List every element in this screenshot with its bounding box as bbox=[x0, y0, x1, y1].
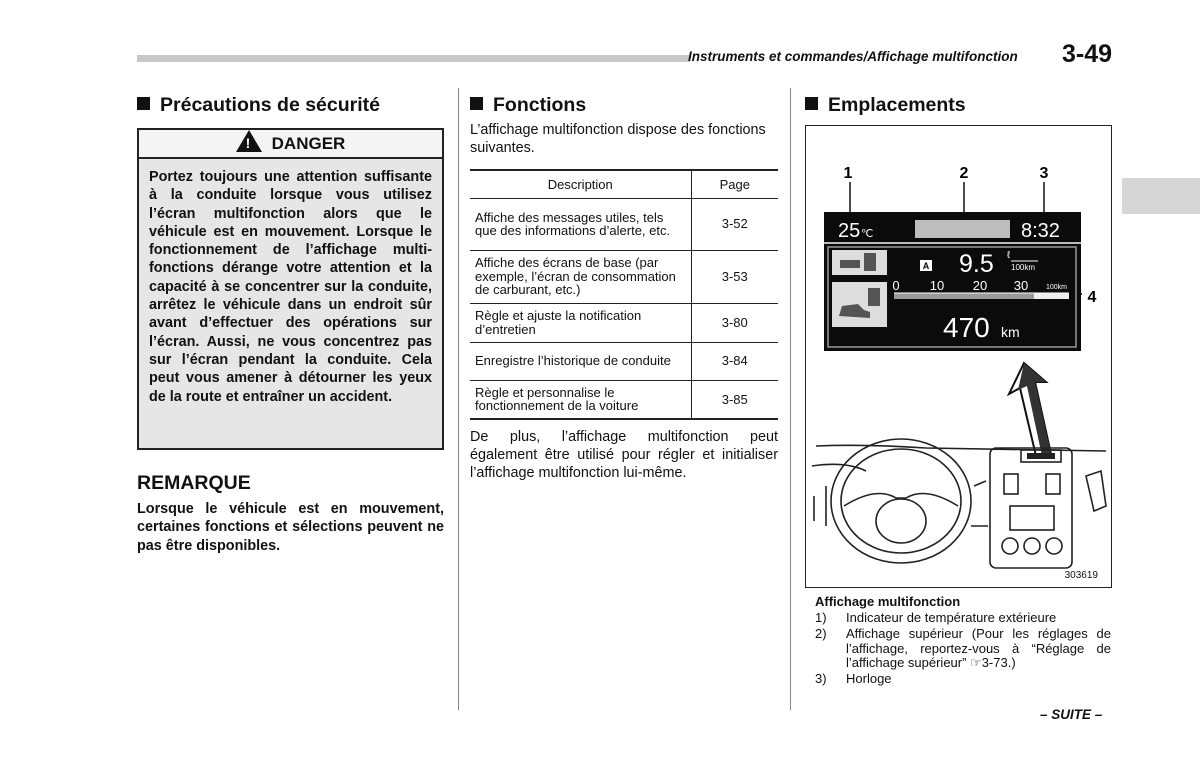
temperature-value: 25 bbox=[838, 220, 861, 242]
clock: 8:32 bbox=[1021, 220, 1060, 242]
section-title-text: Fonctions bbox=[493, 94, 587, 116]
square-bullet-icon bbox=[805, 97, 818, 110]
dashboard-diagram bbox=[806, 126, 1110, 586]
table-header-row bbox=[470, 170, 778, 198]
table-cell-page: 3-85 bbox=[691, 380, 778, 419]
section-title-safety bbox=[137, 94, 380, 117]
mode-badge-letter: A bbox=[922, 261, 930, 271]
section-title-functions bbox=[470, 94, 586, 117]
list-item-text: Affichage supérieur (Pour les réglages de l’affichage, reportez-vous à “Réglage de l’affichage supérieur” ☞3-73.) bbox=[846, 626, 1111, 670]
scale-label: 20 bbox=[972, 278, 988, 293]
callout-2: 2 bbox=[959, 165, 969, 182]
console-knob bbox=[1024, 538, 1040, 554]
table-row bbox=[470, 303, 778, 342]
console-screen bbox=[1010, 506, 1054, 530]
table-cell-description: Enregistre l’historique de conduite bbox=[470, 342, 691, 380]
page-number: 3-49 bbox=[1062, 40, 1113, 68]
continued-marker: – SUITE – bbox=[1040, 707, 1103, 722]
functions-table bbox=[470, 169, 778, 420]
table-cell-description: Règle et personnalise le fonctionnement de la voiture bbox=[470, 380, 691, 419]
callout-4: 4 bbox=[1087, 289, 1097, 306]
top-display-screen bbox=[1027, 453, 1055, 459]
list-item bbox=[815, 627, 1111, 670]
scale-label: 30 bbox=[1013, 278, 1029, 293]
square-bullet-icon bbox=[137, 97, 150, 110]
top-display-bar bbox=[915, 220, 1010, 238]
remark-text: Lorsque le véhicule est en mouvement, certaines fonctions et sélections peuvent ne pas être disponibles. bbox=[137, 501, 444, 554]
fuel-icon-shape bbox=[840, 260, 860, 268]
left-vent bbox=[814, 486, 826, 526]
table-cell-page: 3-52 bbox=[691, 198, 778, 250]
list-item-number: 1) bbox=[815, 610, 827, 625]
remark-title: REMARQUE bbox=[137, 472, 251, 494]
danger-text: Portez toujours une attention suffisante à la conduite lorsque vous utilisez l’écran multifonction alors que le véhicule est en mouvement. Lorsque le fonctionnement de l’affichage multi-fonctions dérange votre attention et la capacité à se concentrer sur la conduite, arrêtez le véhicule dans un endroit sûr avant d’effectuer des opérations sur l’écran. Aussi, ne vous concentrez pas sur l’écran pendant la conduite. Cela peut vous amener à détourner les yeux de la route et entraîner un accident. bbox=[149, 169, 432, 405]
table-row bbox=[470, 342, 778, 380]
table-cell-description: Affiche des messages utiles, tels que des informations d’alerte, etc. bbox=[470, 198, 691, 250]
danger-header bbox=[139, 130, 442, 159]
fuel-unit-bottom: 100km bbox=[1011, 263, 1036, 272]
square-bullet-icon bbox=[470, 97, 483, 110]
console-knob bbox=[1046, 538, 1062, 554]
center-vent-left bbox=[1004, 474, 1018, 494]
table-row bbox=[470, 250, 778, 303]
fuel-economy-value: 9.5 bbox=[959, 250, 994, 278]
list-item bbox=[815, 672, 1111, 686]
table-cell-description: Affiche des écrans de base (par exemple, l’écran de consommation de carburant, etc.) bbox=[470, 250, 691, 303]
callout-3: 3 bbox=[1039, 165, 1049, 182]
list-item bbox=[815, 611, 1111, 625]
scale-label: 0 bbox=[892, 278, 900, 293]
table-header-page: Page bbox=[691, 170, 778, 198]
right-vent bbox=[1086, 471, 1106, 511]
warning-triangle-icon: ! bbox=[236, 130, 262, 152]
table-cell-description: Règle et ajuste la notification d’entretien bbox=[470, 303, 691, 342]
running-header: Instruments et commandes/Affichage multifonction bbox=[688, 49, 1018, 64]
header-rule bbox=[137, 55, 690, 62]
image-code: 303619 bbox=[1064, 570, 1098, 581]
fuel-icon-shape bbox=[868, 288, 880, 306]
danger-box bbox=[137, 128, 444, 450]
console-knob bbox=[1002, 538, 1018, 554]
table-cell-page: 3-84 bbox=[691, 342, 778, 380]
column-divider bbox=[790, 88, 791, 710]
list-item-text: Indicateur de température extérieure bbox=[846, 610, 1057, 625]
fuel-unit-top: ℓ bbox=[1007, 250, 1011, 261]
table-cell-page: 3-80 bbox=[691, 303, 778, 342]
dashboard-drawing bbox=[812, 439, 1106, 568]
console-edge bbox=[971, 481, 988, 526]
callout-1: 1 bbox=[843, 165, 853, 182]
section-title-locations bbox=[805, 94, 966, 117]
functions-intro: L’affichage multifonction dispose des fonctions suivantes. bbox=[470, 122, 766, 156]
display-illustration bbox=[805, 125, 1112, 588]
functions-note: De plus, l’affichage multifonction peut également être utilisé pour régler et initialiser l’affichage multifonction lui-même. bbox=[470, 429, 778, 481]
range-value: 470 bbox=[943, 312, 990, 343]
scale-label: 10 bbox=[929, 278, 945, 293]
temperature-unit: ℃ bbox=[861, 228, 874, 240]
table-cell-page: 3-53 bbox=[691, 250, 778, 303]
caption-list bbox=[815, 611, 1111, 688]
steering-hub bbox=[876, 499, 926, 543]
danger-label: DANGER bbox=[271, 134, 346, 153]
list-item-number: 2) bbox=[815, 626, 827, 642]
center-vent-right bbox=[1046, 474, 1060, 494]
fuel-icon-shape bbox=[864, 253, 876, 271]
scale-fill bbox=[894, 293, 1034, 299]
column-divider bbox=[458, 88, 459, 710]
scale-unit: 100km bbox=[1046, 284, 1068, 291]
steering-wheel-inner bbox=[841, 449, 961, 553]
table-header-description: Description bbox=[470, 170, 691, 198]
list-item-number: 3) bbox=[815, 671, 827, 687]
table-row bbox=[470, 198, 778, 250]
caption-title: Affichage multifonction bbox=[815, 594, 961, 609]
section-title-text: Précautions de sécurité bbox=[160, 94, 381, 116]
list-item-text: Horloge bbox=[846, 671, 892, 687]
range-unit: km bbox=[1001, 324, 1020, 340]
chapter-tab bbox=[1122, 178, 1200, 214]
table-row bbox=[470, 380, 778, 419]
section-title-text: Emplacements bbox=[828, 94, 966, 116]
